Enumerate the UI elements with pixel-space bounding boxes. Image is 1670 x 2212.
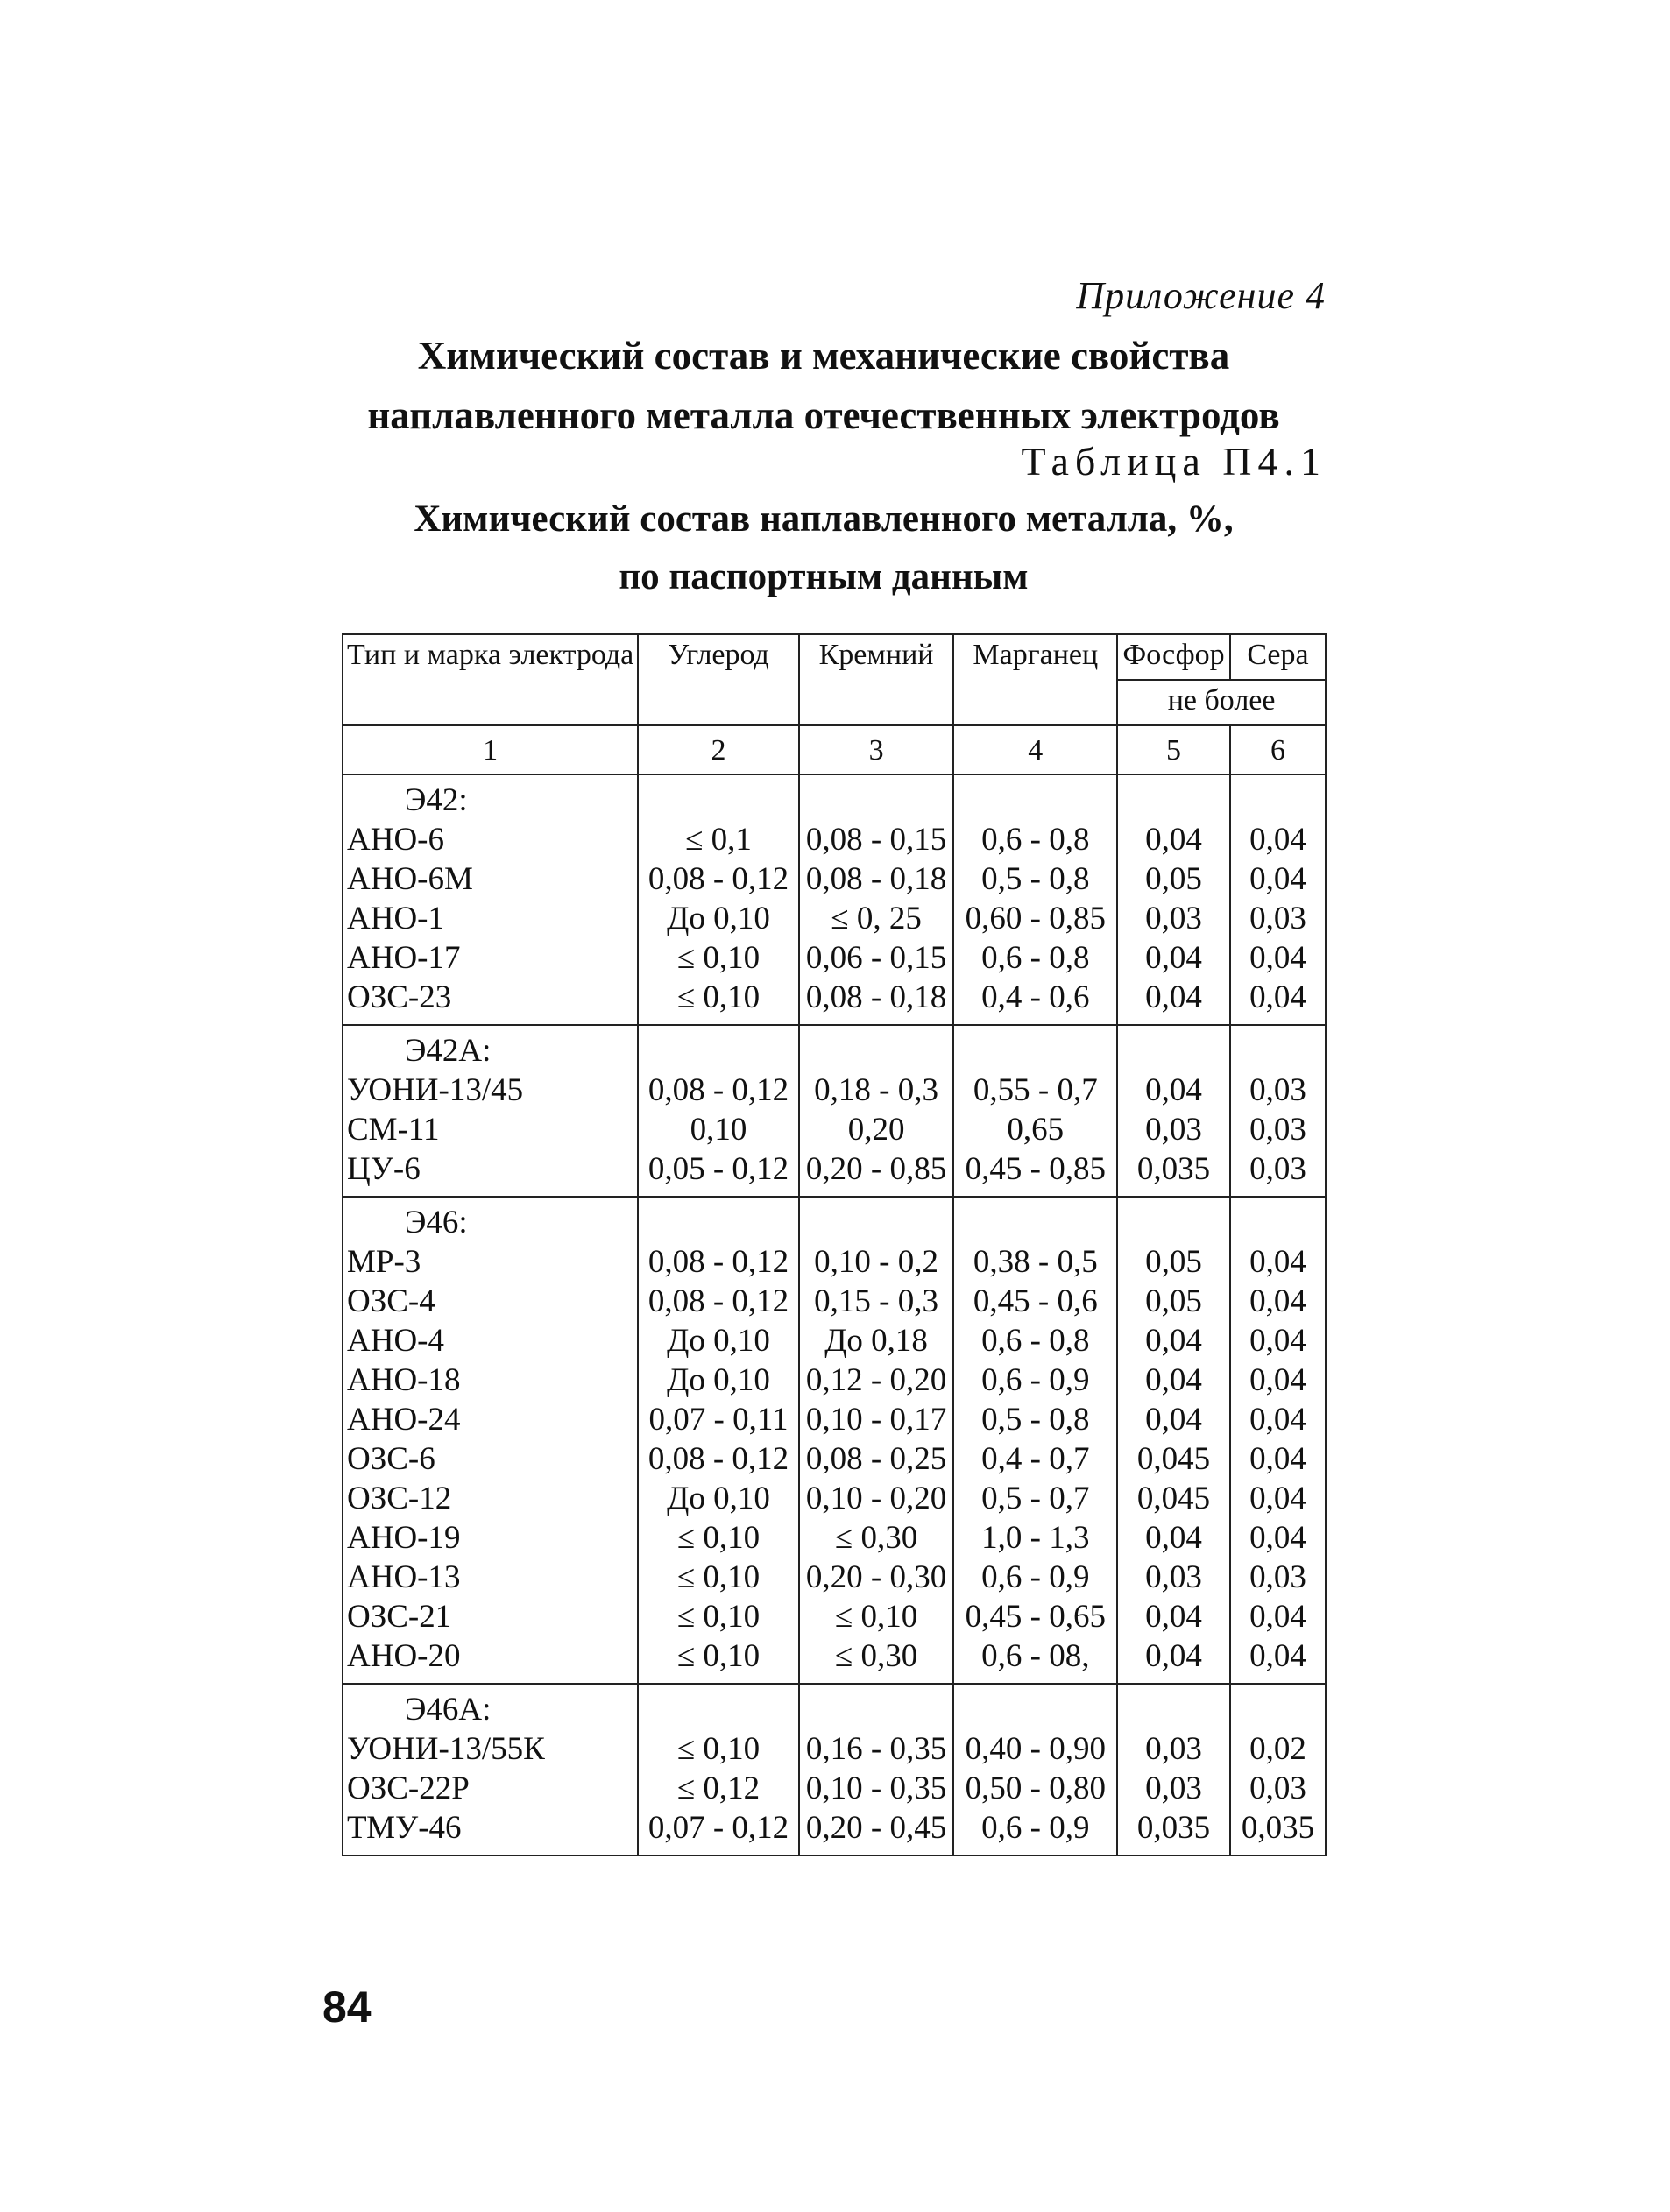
sulfur-cell: 0,04 xyxy=(1230,859,1326,899)
carbon-cell: 0,08 - 0,12 xyxy=(638,859,798,899)
column-number: 2 xyxy=(638,725,798,774)
electrode-grade: АНО-17 xyxy=(343,938,638,978)
electrode-type: Э46: xyxy=(343,1197,638,1242)
silicon-cell: 0,20 - 0,45 xyxy=(799,1808,954,1855)
header-carbon: Углерод xyxy=(638,634,798,725)
section-heading-line-1: Химический состав и механические свойства xyxy=(417,334,1230,378)
phosphorus-cell: 0,04 xyxy=(1117,978,1230,1025)
section-heading xyxy=(315,326,1332,445)
empty-cell xyxy=(638,1025,798,1071)
empty-cell xyxy=(1230,1684,1326,1729)
manganese-cell: 0,38 - 0,5 xyxy=(953,1242,1117,1282)
sulfur-cell: 0,03 xyxy=(1230,899,1326,938)
manganese-cell: 0,4 - 0,7 xyxy=(953,1439,1117,1479)
column-number: 3 xyxy=(799,725,954,774)
silicon-cell: 0,10 - 0,35 xyxy=(799,1769,954,1808)
manganese-cell: 0,6 - 08, xyxy=(953,1636,1117,1684)
silicon-cell: 0,15 - 0,3 xyxy=(799,1282,954,1321)
carbon-cell: 0,08 - 0,12 xyxy=(638,1439,798,1479)
sulfur-cell: 0,04 xyxy=(1230,978,1326,1025)
table-row xyxy=(343,938,1326,978)
phosphorus-cell: 0,04 xyxy=(1117,1400,1230,1439)
silicon-cell: 0,10 - 0,2 xyxy=(799,1242,954,1282)
phosphorus-cell: 0,03 xyxy=(1117,1729,1230,1769)
empty-cell xyxy=(953,774,1117,820)
sulfur-cell: 0,03 xyxy=(1230,1071,1326,1110)
empty-cell xyxy=(799,1025,954,1071)
silicon-cell: 0,18 - 0,3 xyxy=(799,1071,954,1110)
electrode-type: Э42А: xyxy=(343,1025,638,1071)
header-limit: не более xyxy=(1117,680,1326,725)
sulfur-cell: 0,04 xyxy=(1230,938,1326,978)
sulfur-cell: 0,04 xyxy=(1230,1479,1326,1518)
electrode-type: Э42: xyxy=(343,774,638,820)
electrode-type: Э46А: xyxy=(343,1684,638,1729)
table-row xyxy=(343,820,1326,859)
phosphorus-cell: 0,05 xyxy=(1117,1282,1230,1321)
section-heading-line-2: наплавленного металла отечественных электродов xyxy=(367,393,1280,437)
column-number: 1 xyxy=(343,725,638,774)
table-row xyxy=(343,1479,1326,1518)
manganese-cell: 0,45 - 0,65 xyxy=(953,1597,1117,1636)
silicon-cell: 0,12 - 0,20 xyxy=(799,1360,954,1400)
table-row xyxy=(343,1242,1326,1282)
column-number-row xyxy=(343,725,1326,774)
table-row xyxy=(343,1518,1326,1558)
sulfur-cell: 0,04 xyxy=(1230,1636,1326,1684)
table-row xyxy=(343,1729,1326,1769)
carbon-cell: 0,07 - 0,12 xyxy=(638,1808,798,1855)
header-silicon: Кремний xyxy=(799,634,954,725)
manganese-cell: 0,5 - 0,8 xyxy=(953,1400,1117,1439)
silicon-cell: 0,20 - 0,85 xyxy=(799,1149,954,1197)
empty-cell xyxy=(953,1025,1117,1071)
carbon-cell: ≤ 0,10 xyxy=(638,1597,798,1636)
electrode-grade: ОЗС-22Р xyxy=(343,1769,638,1808)
table-row xyxy=(343,1400,1326,1439)
manganese-cell: 0,60 - 0,85 xyxy=(953,899,1117,938)
table-row xyxy=(343,1558,1326,1597)
manganese-cell: 0,5 - 0,8 xyxy=(953,859,1117,899)
electrode-grade: ОЗС-12 xyxy=(343,1479,638,1518)
table-row xyxy=(343,1282,1326,1321)
manganese-cell: 0,6 - 0,9 xyxy=(953,1808,1117,1855)
empty-cell xyxy=(1230,1197,1326,1242)
phosphorus-cell: 0,03 xyxy=(1117,1558,1230,1597)
sulfur-cell: 0,035 xyxy=(1230,1808,1326,1855)
table-label: Таблица П4.1 xyxy=(1021,439,1327,484)
table-row xyxy=(343,1769,1326,1808)
electrode-grade: ОЗС-21 xyxy=(343,1597,638,1636)
sulfur-cell: 0,03 xyxy=(1230,1769,1326,1808)
electrode-grade: УОНИ-13/55К xyxy=(343,1729,638,1769)
phosphorus-cell: 0,04 xyxy=(1117,1518,1230,1558)
phosphorus-cell: 0,045 xyxy=(1117,1439,1230,1479)
sulfur-cell: 0,04 xyxy=(1230,1360,1326,1400)
silicon-cell: ≤ 0, 25 xyxy=(799,899,954,938)
table-row xyxy=(343,859,1326,899)
carbon-cell: До 0,10 xyxy=(638,1360,798,1400)
phosphorus-cell: 0,04 xyxy=(1117,820,1230,859)
silicon-cell: 0,20 xyxy=(799,1110,954,1149)
phosphorus-cell: 0,04 xyxy=(1117,1360,1230,1400)
manganese-cell: 0,4 - 0,6 xyxy=(953,978,1117,1025)
table-header xyxy=(343,634,1326,774)
silicon-cell: 0,20 - 0,30 xyxy=(799,1558,954,1597)
carbon-cell: ≤ 0,12 xyxy=(638,1769,798,1808)
header-phosphorus: Фосфор xyxy=(1117,634,1230,680)
manganese-cell: 0,6 - 0,9 xyxy=(953,1360,1117,1400)
electrode-grade: АНО-6М xyxy=(343,859,638,899)
sulfur-cell: 0,04 xyxy=(1230,1439,1326,1479)
phosphorus-cell: 0,04 xyxy=(1117,1321,1230,1360)
sulfur-cell: 0,03 xyxy=(1230,1558,1326,1597)
sulfur-cell: 0,04 xyxy=(1230,1282,1326,1321)
empty-cell xyxy=(1117,774,1230,820)
manganese-cell: 0,55 - 0,7 xyxy=(953,1071,1117,1110)
sulfur-cell: 0,04 xyxy=(1230,1518,1326,1558)
table-title-line-1: Химический состав наплавленного металла, %, xyxy=(414,498,1234,540)
manganese-cell: 0,6 - 0,9 xyxy=(953,1558,1117,1597)
empty-cell xyxy=(799,1684,954,1729)
group-type-row xyxy=(343,774,1326,820)
header-row xyxy=(343,634,1326,680)
phosphorus-cell: 0,03 xyxy=(1117,1769,1230,1808)
manganese-cell: 0,6 - 0,8 xyxy=(953,820,1117,859)
sulfur-cell: 0,03 xyxy=(1230,1110,1326,1149)
electrode-grade: АНО-6 xyxy=(343,820,638,859)
empty-cell xyxy=(953,1684,1117,1729)
sulfur-cell: 0,02 xyxy=(1230,1729,1326,1769)
phosphorus-cell: 0,03 xyxy=(1117,1110,1230,1149)
electrode-group xyxy=(343,1197,1326,1684)
sulfur-cell: 0,04 xyxy=(1230,1242,1326,1282)
phosphorus-cell: 0,04 xyxy=(1117,1597,1230,1636)
table-title xyxy=(350,491,1297,606)
silicon-cell: 0,16 - 0,35 xyxy=(799,1729,954,1769)
sulfur-cell: 0,04 xyxy=(1230,1400,1326,1439)
manganese-cell: 0,5 - 0,7 xyxy=(953,1479,1117,1518)
sulfur-cell: 0,04 xyxy=(1230,820,1326,859)
electrode-grade: АНО-4 xyxy=(343,1321,638,1360)
silicon-cell: 0,08 - 0,18 xyxy=(799,859,954,899)
carbon-cell: До 0,10 xyxy=(638,1479,798,1518)
sulfur-cell: 0,03 xyxy=(1230,1149,1326,1197)
group-type-row xyxy=(343,1025,1326,1071)
manganese-cell: 0,65 xyxy=(953,1110,1117,1149)
sulfur-cell: 0,04 xyxy=(1230,1597,1326,1636)
manganese-cell: 0,6 - 0,8 xyxy=(953,1321,1117,1360)
manganese-cell: 1,0 - 1,3 xyxy=(953,1518,1117,1558)
appendix-label: Приложение 4 xyxy=(1076,274,1326,317)
silicon-cell: ≤ 0,10 xyxy=(799,1597,954,1636)
table-row xyxy=(343,1439,1326,1479)
electrode-grade: ОЗС-23 xyxy=(343,978,638,1025)
page-number: 84 xyxy=(322,1982,372,2032)
column-number: 6 xyxy=(1230,725,1326,774)
empty-cell xyxy=(953,1197,1117,1242)
column-number: 5 xyxy=(1117,725,1230,774)
silicon-cell: ≤ 0,30 xyxy=(799,1636,954,1684)
carbon-cell: До 0,10 xyxy=(638,899,798,938)
carbon-cell: 0,10 xyxy=(638,1110,798,1149)
empty-cell xyxy=(1117,1684,1230,1729)
carbon-cell: 0,07 - 0,11 xyxy=(638,1400,798,1439)
carbon-cell: 0,08 - 0,12 xyxy=(638,1282,798,1321)
electrode-grade: ОЗС-4 xyxy=(343,1282,638,1321)
electrode-grade: ОЗС-6 xyxy=(343,1439,638,1479)
carbon-cell: ≤ 0,10 xyxy=(638,978,798,1025)
empty-cell xyxy=(638,1197,798,1242)
silicon-cell: 0,06 - 0,15 xyxy=(799,938,954,978)
header-sulfur: Сера xyxy=(1230,634,1326,680)
sulfur-cell: 0,04 xyxy=(1230,1321,1326,1360)
header-manganese: Марганец xyxy=(953,634,1117,725)
carbon-cell: 0,08 - 0,12 xyxy=(638,1071,798,1110)
carbon-cell: ≤ 0,10 xyxy=(638,1558,798,1597)
electrode-grade: УОНИ-13/45 xyxy=(343,1071,638,1110)
table-row xyxy=(343,1149,1326,1197)
carbon-cell: ≤ 0,10 xyxy=(638,1729,798,1769)
silicon-cell: ≤ 0,30 xyxy=(799,1518,954,1558)
phosphorus-cell: 0,03 xyxy=(1117,899,1230,938)
electrode-grade: ЦУ-6 xyxy=(343,1149,638,1197)
silicon-cell: 0,08 - 0,25 xyxy=(799,1439,954,1479)
empty-cell xyxy=(799,774,954,820)
group-type-row xyxy=(343,1684,1326,1729)
electrode-grade: МР-3 xyxy=(343,1242,638,1282)
electrode-grade: АНО-13 xyxy=(343,1558,638,1597)
phosphorus-cell: 0,05 xyxy=(1117,1242,1230,1282)
phosphorus-cell: 0,04 xyxy=(1117,1636,1230,1684)
empty-cell xyxy=(1117,1025,1230,1071)
carbon-cell: 0,08 - 0,12 xyxy=(638,1242,798,1282)
empty-cell xyxy=(1230,774,1326,820)
carbon-cell: ≤ 0,10 xyxy=(638,938,798,978)
electrode-grade: ТМУ-46 xyxy=(343,1808,638,1855)
table-row xyxy=(343,1110,1326,1149)
table-title-line-2: по паспортным данным xyxy=(619,556,1029,597)
column-number: 4 xyxy=(953,725,1117,774)
electrode-grade: АНО-18 xyxy=(343,1360,638,1400)
table-row xyxy=(343,1808,1326,1855)
electrode-group xyxy=(343,774,1326,1025)
electrode-grade: АНО-24 xyxy=(343,1400,638,1439)
table-row xyxy=(343,978,1326,1025)
phosphorus-cell: 0,04 xyxy=(1117,938,1230,978)
phosphorus-cell: 0,05 xyxy=(1117,859,1230,899)
manganese-cell: 0,50 - 0,80 xyxy=(953,1769,1117,1808)
manganese-cell: 0,40 - 0,90 xyxy=(953,1729,1117,1769)
carbon-cell: ≤ 0,1 xyxy=(638,820,798,859)
group-type-row xyxy=(343,1197,1326,1242)
silicon-cell: 0,10 - 0,20 xyxy=(799,1479,954,1518)
electrode-grade: АНО-20 xyxy=(343,1636,638,1684)
electrode-group xyxy=(343,1684,1326,1855)
empty-cell xyxy=(638,774,798,820)
carbon-cell: 0,05 - 0,12 xyxy=(638,1149,798,1197)
electrode-grade: АНО-19 xyxy=(343,1518,638,1558)
silicon-cell: До 0,18 xyxy=(799,1321,954,1360)
phosphorus-cell: 0,045 xyxy=(1117,1479,1230,1518)
empty-cell xyxy=(1117,1197,1230,1242)
table-row xyxy=(343,1636,1326,1684)
carbon-cell: ≤ 0,10 xyxy=(638,1636,798,1684)
table-row xyxy=(343,1071,1326,1110)
phosphorus-cell: 0,035 xyxy=(1117,1149,1230,1197)
composition-table xyxy=(342,633,1327,1856)
table-row xyxy=(343,1360,1326,1400)
header-type: Тип и марка электрода xyxy=(343,634,638,725)
electrode-grade: АНО-1 xyxy=(343,899,638,938)
silicon-cell: 0,10 - 0,17 xyxy=(799,1400,954,1439)
phosphorus-cell: 0,035 xyxy=(1117,1808,1230,1855)
empty-cell xyxy=(638,1684,798,1729)
manganese-cell: 0,45 - 0,85 xyxy=(953,1149,1117,1197)
carbon-cell: ≤ 0,10 xyxy=(638,1518,798,1558)
carbon-cell: До 0,10 xyxy=(638,1321,798,1360)
empty-cell xyxy=(799,1197,954,1242)
table-row xyxy=(343,1597,1326,1636)
manganese-cell: 0,6 - 0,8 xyxy=(953,938,1117,978)
silicon-cell: 0,08 - 0,15 xyxy=(799,820,954,859)
empty-cell xyxy=(1230,1025,1326,1071)
silicon-cell: 0,08 - 0,18 xyxy=(799,978,954,1025)
electrode-group xyxy=(343,1025,1326,1197)
electrode-grade: СМ-11 xyxy=(343,1110,638,1149)
manganese-cell: 0,45 - 0,6 xyxy=(953,1282,1117,1321)
table-row xyxy=(343,899,1326,938)
phosphorus-cell: 0,04 xyxy=(1117,1071,1230,1110)
table-row xyxy=(343,1321,1326,1360)
